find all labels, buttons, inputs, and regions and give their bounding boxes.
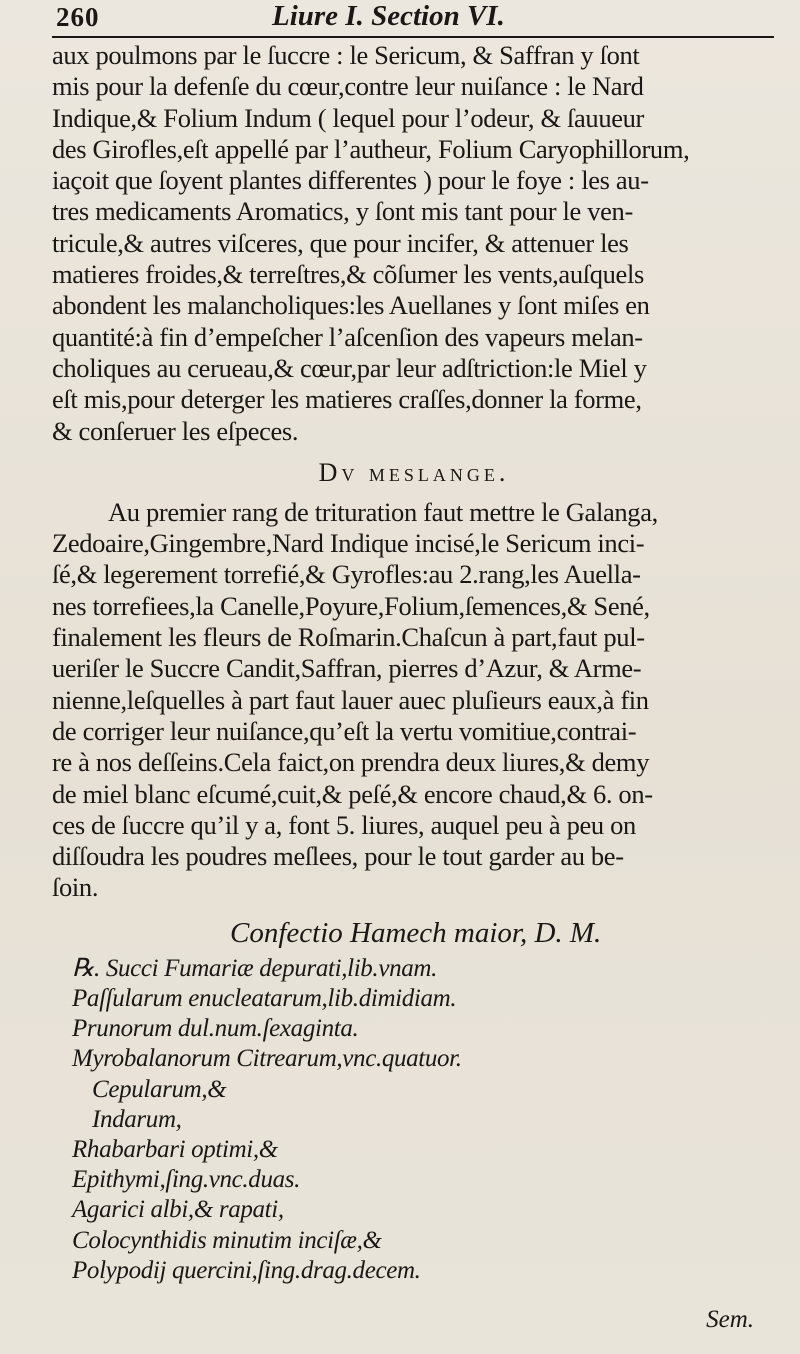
running-title: Liure I. Section VI. — [272, 0, 505, 32]
text-line: ueriſer le Succre Candit,Saffran, pierres d’Azur, & Arme- — [52, 653, 642, 684]
text-line: de corriger leur nuiſance,qu’eſt la vertu vomitiue,contrai- — [52, 715, 637, 746]
text-line: re à nos deſſeins.Cela faict,on prendra deux liures,& demy — [52, 747, 650, 778]
text-line: de miel blanc eſcumé,cuit,& peſé,& encore chaud,& 6. on- — [52, 778, 653, 809]
text-line: Indique,& Folium Indum ( lequel pour l’odeur, & ſauueur — [52, 102, 645, 133]
text-line: & conſeruer les eſpeces. — [52, 415, 299, 446]
text-line: iaçoit que ſoyent plantes differentes ) pour le foye : les au- — [52, 165, 649, 196]
recipe-line: Polypodij quercini,ſing.drag.decem. — [72, 1256, 421, 1284]
page-number: 260 — [56, 2, 100, 32]
text-line: ſé,& legerement torrefié,& Gyrofles:au 2.rang,les Auella- — [52, 559, 641, 590]
text-line: tres medicaments Aromatics, y ſont mis tant pour le ven- — [52, 196, 633, 227]
text-line: ces de ſuccre qu’il y a, font 5. liures, auquel peu à peu on — [52, 809, 636, 840]
catchword: Sem. — [706, 1306, 754, 1333]
text-line: Au premier rang de trituration faut mettre le Galanga, — [108, 496, 658, 527]
recipe-line: Colocynthidis minutim inciſæ,& — [72, 1226, 382, 1254]
recipe-line: Agarici albi,& rapati, — [72, 1196, 284, 1224]
recipe-line: Prunorum dul.num.ſexaginta. — [72, 1015, 359, 1043]
recipe-line: Rhabarbari optimi,& — [72, 1135, 278, 1163]
text-line: des Girofles,eſt appellé par l’autheur, Folium Caryophillorum, — [52, 133, 690, 164]
text-line: abondent les malancholiques:les Auellanes y ſont miſes en — [52, 290, 650, 321]
recipe-line: Cepularum,& — [92, 1075, 227, 1103]
text-line: tricule,& autres viſceres, que pour incifer, & attenuer les — [52, 227, 629, 258]
text-line: eſt mis,pour deterger les matieres craſſes,donner la forme, — [52, 384, 642, 415]
text-line: diſſoudra les poudres meſlees, pour le tout garder au be- — [52, 841, 624, 872]
section-heading: Dv meslange. — [318, 457, 510, 487]
recipe-line: Paſſularum enucleatarum,lib.dimidiam. — [72, 984, 457, 1012]
running-head — [52, 0, 774, 38]
text-line: matieres froides,& terreſtres,& cõſumer les vents,auſquels — [52, 259, 644, 290]
recipe-line: ℞. Succi Fumariæ depurati,lib.vnam. — [72, 954, 437, 982]
body-text — [52, 40, 776, 1286]
text-line: aux poulmons par le ſuccre : le Sericum, & Saffran y ſont — [52, 40, 640, 70]
recipe-line: Myrobalanorum Citrearum,vnc.quatuor. — [72, 1045, 462, 1073]
text-line: choliques au cerueau,& cœur,par leur adſtriction:le Miel y — [52, 352, 647, 383]
paragraph-mixing — [52, 497, 776, 904]
paragraph-explanation — [52, 40, 776, 447]
text-line: quantité:à fin d’empeſcher l’aſcenſion des vapeurs melan- — [52, 321, 643, 352]
text-line: nienne,leſquelles à part faut lauer auec pluſieurs eaux,à fin — [52, 684, 649, 715]
text-line: finalement les fleurs de Roſmarin.Chaſcun à part,faut pul- — [52, 622, 645, 653]
recipe-line: Epithymi,ſing.vnc.duas. — [72, 1166, 301, 1194]
text-line: nes torrefiees,la Canelle,Poyure,Folium,ſemences,& Sené, — [52, 590, 650, 621]
text-line: mis pour la defenſe du cœur,contre leur nuiſance : le Nard — [52, 71, 644, 102]
recipe-list — [52, 954, 776, 1286]
text-line: ſoin. — [52, 872, 99, 903]
recipe-title: Confectio Hamech maior, D. M. — [230, 916, 602, 949]
text-line: Zedoaire,Gingembre,Nard Indique incisé,le Sericum inci- — [52, 528, 645, 559]
recipe-line: Indarum, — [92, 1105, 182, 1133]
